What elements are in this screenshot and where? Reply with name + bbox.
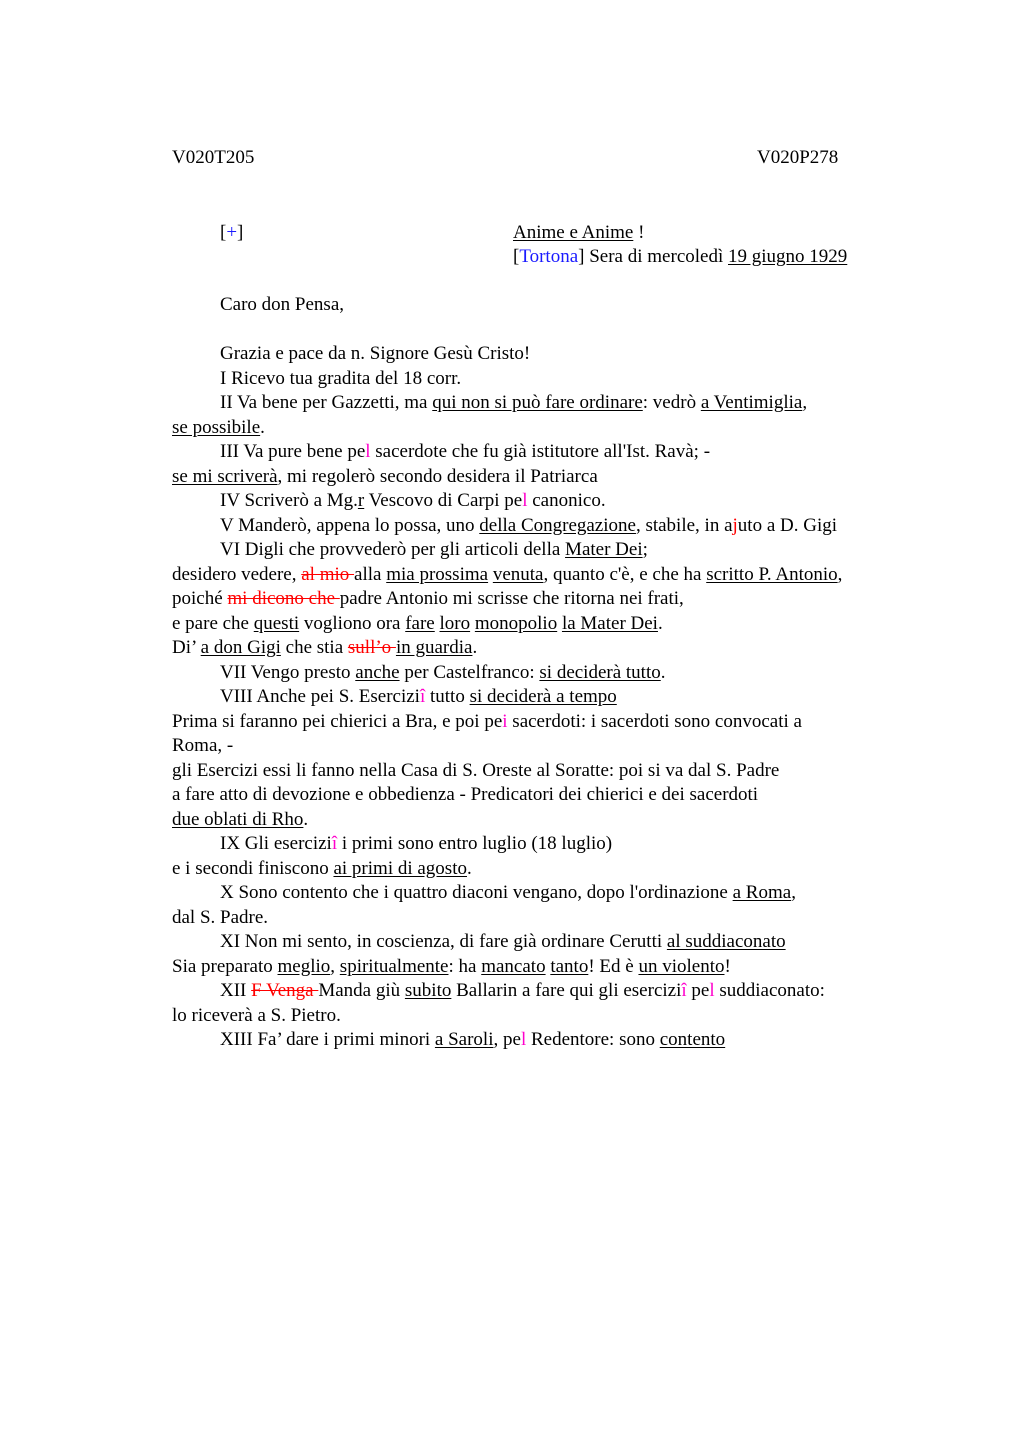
text-line: gli Esercizi essi li fanno nella Casa di S. Oreste al Soratte: poi si va dal S. Padre [172, 759, 780, 781]
letter-title: Anime e Anime ! [513, 222, 645, 243]
salutation: Caro don Pensa, [220, 294, 345, 315]
text-line: due oblati di Rho. [172, 808, 309, 830]
text-line: e i secondi finiscono ai primi di agosto. [172, 857, 472, 879]
paragraph-11: XI Non mi sento, in coscienza, di fare già ordinare Cerutti al suddiaconato [220, 931, 786, 952]
text-line: Prima si faranno pei chierici a Bra, e poi pei sacerdoti: i sacerdoti sono convocati a [172, 710, 802, 732]
text-line: Roma, - [172, 735, 234, 756]
greeting: Grazia e pace da n. Signore Gesù Cristo! [220, 343, 531, 364]
text-line: e pare che questi vogliono ora fare loro monopolio la Mater Dei. [172, 612, 663, 634]
paragraph-8: VIII Anche pei S. Eserciziî tutto si deciderà a tempo [220, 686, 617, 707]
paragraph-13: XIII Fa’ dare i primi minori a Saroli, pel Redentore: sono contento [220, 1029, 726, 1050]
text-line: poiché mi dicono che padre Antonio mi scrisse che ritorna nei frati, [172, 588, 684, 609]
paragraph-3: III Va pure bene pel sacerdote che fu già istitutore all'Ist. Ravà; - [220, 441, 711, 462]
paragraph-2: II Va bene per Gazzetti, ma qui non si può fare ordinare: vedrò a Ventimiglia, [220, 392, 808, 413]
text-line: Di’ a don Gigi che stia sull’o in guardia. [172, 637, 478, 658]
paragraph-9: IX Gli eserciziî i primi sono entro luglio (18 luglio) [220, 833, 613, 854]
cross-mark: [+] [220, 222, 244, 243]
text-line: lo riceverà a S. Pietro. [172, 1004, 341, 1026]
text-line: dal S. Padre. [172, 906, 269, 928]
text-line: se mi scriverà, mi regolerò secondo desidera il Patriarca [172, 465, 598, 487]
letter-heading [513, 221, 847, 269]
document-code-right: V020P278 [757, 147, 839, 168]
paragraph-5: V Manderò, appena lo possa, uno della Congregazione, stabile, in ajuto a D. Gigi [220, 514, 838, 536]
paragraph-10: X Sono contento che i quattro diaconi vengano, dopo l'ordinazione a Roma, [220, 882, 796, 903]
text-line: Sia preparato meglio, spiritualmente: ha mancato tanto! Ed è un violento! [172, 955, 731, 977]
letter-place-date: [Tortona] Sera di mercoledì 19 giugno 1929 [513, 246, 848, 267]
paragraph-1: I Ricevo tua gradita del 18 corr. [220, 367, 462, 389]
paragraph-6: VI Digli che provvederò per gli articoli della Mater Dei; [220, 539, 648, 560]
letter-body [172, 293, 932, 1053]
text-line: se possibile. [172, 416, 265, 438]
text-line: desidero vedere, al mio alla mia prossima venuta, quanto c'è, e che ha scritto P. Antonio, [172, 563, 843, 585]
paragraph-4: IV Scriverò a Mg.r Vescovo di Carpi pel canonico. [220, 490, 606, 511]
document-code-left: V020T205 [172, 147, 255, 168]
paragraph-7: VII Vengo presto anche per Castelfranco: si deciderà tutto. [220, 661, 666, 683]
paragraph-12: XII F Venga Manda giù subito Ballarin a fare qui gli eserciziî pel suddiaconato: [220, 980, 825, 1001]
text-line: a fare atto di devozione e obbedienza - Predicatori dei chierici e dei sacerdoti [172, 784, 759, 805]
